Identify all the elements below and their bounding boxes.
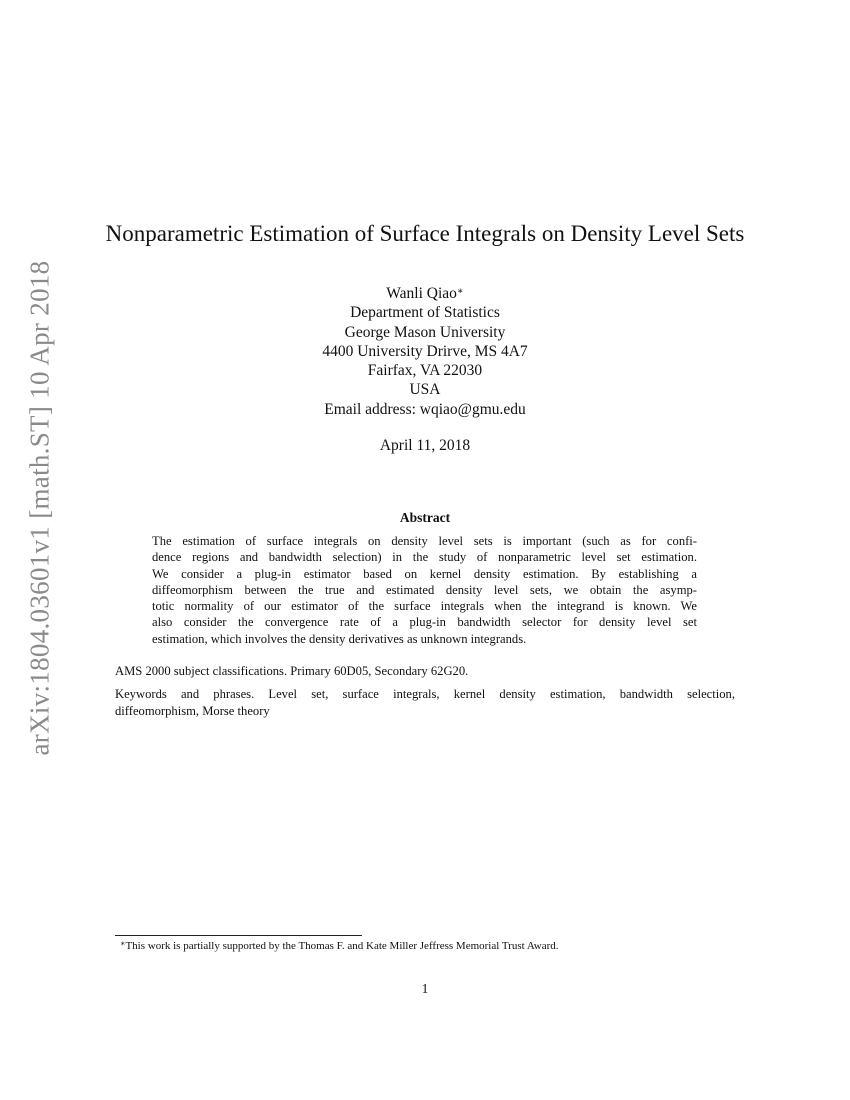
author-name-line — [200, 284, 650, 303]
ams-classification: AMS 2000 subject classifications. Primary 60D05, Secondary 62G20. — [115, 664, 469, 678]
footnote-marker: ∗ — [120, 939, 126, 948]
abstract-line: The estimation of surface integrals on density level sets is important (such as for confi- — [152, 534, 697, 548]
author-city: Fairfax, VA 22030 — [367, 362, 483, 380]
author-email: Email address: wqiao@gmu.edu — [324, 400, 526, 418]
footnote-rule — [115, 935, 362, 936]
page-number: 1 — [421, 981, 429, 996]
author-footnote-marker: ∗ — [456, 286, 464, 297]
abstract-body — [152, 533, 697, 647]
author-name: Wanli Qiao — [386, 285, 457, 302]
author-university: George Mason University — [344, 323, 506, 341]
author-department: Department of Statistics — [350, 304, 500, 322]
keywords — [115, 686, 735, 720]
keywords-line: diffeomorphism, Morse theory — [115, 704, 270, 718]
paper-title: Nonparametric Estimation of Surface Integrals on Density Level Sets — [105, 221, 745, 247]
author-country: USA — [409, 381, 441, 399]
footnote-text: This work is partially supported by the Thomas F. and Kate Miller Jeffress Memorial Trust Award. — [125, 940, 559, 952]
arxiv-identifier-stamp: arXiv:1804.03601v1 [math.ST] 10 Apr 2018 — [24, 260, 55, 756]
abstract-line: also consider the convergence rate of a plug-in bandwidth selector for density level set — [152, 615, 697, 630]
footnote — [120, 940, 559, 952]
abstract-line: We consider a plug-in estimator based on kernel density estimation. By establishing a — [152, 566, 697, 581]
keywords-line: Keywords and phrases. Level set, surface integrals, kernel density estimation, bandwidth selection, — [115, 687, 735, 701]
paper-date: April 11, 2018 — [379, 437, 471, 454]
abstract-line: dence regions and bandwidth selection) in the study of nonparametric level set estimation. — [152, 550, 697, 565]
abstract-line: estimation, which involves the density derivatives as unknown integrands. — [152, 631, 527, 646]
abstract-heading: Abstract — [399, 510, 451, 525]
author-block — [200, 284, 650, 419]
abstract-line: totic normality of our estimator of the surface integrals when the integrand is known. We — [152, 599, 697, 614]
author-address: 4400 University Drirve, MS 4A7 — [322, 342, 528, 360]
abstract-line: diffeomorphism between the true and estimated density level sets, we obtain the asymp- — [152, 582, 697, 597]
